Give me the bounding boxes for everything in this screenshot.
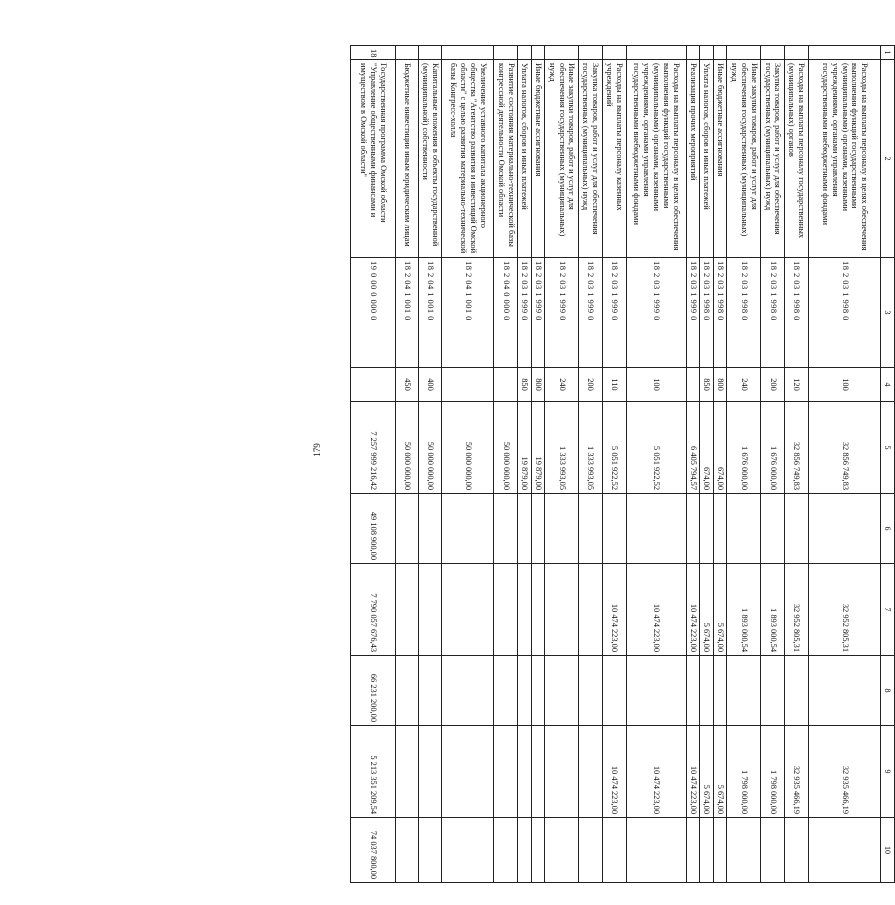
amount-cell <box>808 656 881 726</box>
classification-code-cell: 18 2 03 1 999 0 <box>545 258 579 368</box>
amount-cell <box>442 564 494 656</box>
expense-type-cell: 850 <box>518 368 531 402</box>
column-header: 4 <box>881 368 895 402</box>
expense-type-cell: 800 <box>531 368 544 402</box>
classification-code-cell: 18 2 03 1 999 0 <box>602 258 626 368</box>
table-row <box>531 46 544 883</box>
classification-code-cell: 18 2 04 1 001 0 <box>395 258 418 368</box>
expense-type-cell: 100 <box>808 368 881 402</box>
expense-name-cell: Иные бюджетные ассигнования <box>531 60 544 258</box>
amount-cell <box>395 656 418 726</box>
amount-cell: 7 790 057 676,43 <box>351 564 396 656</box>
expense-name-cell: Увеличение уставного капитала акционерного общества "Агентство развития и инвестиций Омской области" с целью развития материально-технической базы Конгресс-холла <box>442 60 494 258</box>
amount-cell <box>531 564 544 656</box>
budget-table <box>350 45 895 883</box>
expense-name-cell: Уплата налогов, сборов и иных платежей <box>518 60 531 258</box>
amount-cell <box>713 818 726 883</box>
expense-type-cell <box>351 368 396 402</box>
expense-name-cell: Иные закупки товаров, работ и услуг для обеспечения государственных (муниципальных) нужд <box>727 60 761 258</box>
amount-cell <box>395 818 418 883</box>
amount-cell <box>686 656 699 726</box>
classification-code-cell: 18 2 03 1 999 0 <box>579 258 603 368</box>
amount-cell: 1 893 000,54 <box>761 564 785 656</box>
amount-cell <box>579 656 603 726</box>
amount-cell: 66 231 200,00 <box>351 656 396 726</box>
amount-cell: 674,00 <box>713 402 726 494</box>
amount-cell <box>442 726 494 818</box>
row-number-cell: 18 <box>351 46 396 60</box>
amount-cell <box>494 564 518 656</box>
table-row <box>727 46 761 883</box>
amount-cell: 10 474 223,00 <box>686 564 699 656</box>
amount-cell: 10 474 223,00 <box>626 726 686 818</box>
table-row <box>518 46 531 883</box>
expense-type-cell: 800 <box>713 368 726 402</box>
column-header: 9 <box>881 726 895 818</box>
expense-name-cell: Развитие состояния материально-технической базы конгрессной деятельности Омской области <box>494 60 518 258</box>
amount-cell: 5 674,00 <box>713 726 726 818</box>
amount-cell: 32 935 466,19 <box>784 726 808 818</box>
amount-cell: 5 051 922,52 <box>626 402 686 494</box>
amount-cell: 5 213 351 209,54 <box>351 726 396 818</box>
expense-name-cell: Иные закупки товаров, работ и услуг для обеспечения государственных (муниципальных) нужд <box>545 60 579 258</box>
row-number-cell <box>713 46 726 60</box>
row-number-cell <box>395 46 418 60</box>
amount-cell: 49 108 900,00 <box>351 494 396 564</box>
classification-code-cell: 18 2 03 1 999 0 <box>686 258 699 368</box>
classification-code-cell: 18 2 03 1 998 0 <box>808 258 881 368</box>
expense-name-cell: Расходы на выплаты персоналу государственных (муниципальных) органов <box>784 60 808 258</box>
amount-cell <box>531 818 544 883</box>
column-header: 2 <box>881 60 895 258</box>
amount-cell: 10 474 223,00 <box>686 726 699 818</box>
page-number: 179 <box>312 443 322 457</box>
row-number-cell <box>518 46 531 60</box>
amount-cell <box>713 656 726 726</box>
amount-cell <box>442 656 494 726</box>
amount-cell: 10 474 223,00 <box>626 564 686 656</box>
table-row <box>626 46 686 883</box>
table-row <box>784 46 808 883</box>
amount-cell <box>626 656 686 726</box>
amount-cell <box>784 818 808 883</box>
classification-code-cell: 18 2 03 1 998 0 <box>700 258 713 368</box>
table-row <box>761 46 785 883</box>
amount-cell <box>418 656 442 726</box>
classification-code-cell: 18 2 03 1 998 0 <box>713 258 726 368</box>
column-header: 1 <box>881 46 895 60</box>
classification-code-cell: 19 0 00 0 000 0 <box>351 258 396 368</box>
amount-cell: 1 798 000,00 <box>761 726 785 818</box>
expense-type-cell <box>686 368 699 402</box>
amount-cell <box>700 656 713 726</box>
expense-type-cell: 120 <box>784 368 808 402</box>
amount-cell <box>784 494 808 564</box>
row-number-cell <box>531 46 544 60</box>
table-row <box>808 46 881 883</box>
amount-cell: 10 474 223,00 <box>602 726 626 818</box>
amount-cell: 1 798 000,00 <box>727 726 761 818</box>
amount-cell <box>602 818 626 883</box>
amount-cell <box>727 656 761 726</box>
amount-cell <box>700 818 713 883</box>
expense-type-cell: 450 <box>395 368 418 402</box>
column-header: 3 <box>881 258 895 368</box>
amount-cell: 7 257 999 216,42 <box>351 402 396 494</box>
amount-cell <box>395 726 418 818</box>
column-header: 8 <box>881 656 895 726</box>
table-row <box>351 46 396 883</box>
expense-type-cell: 200 <box>761 368 785 402</box>
classification-code-cell: 18 2 03 1 999 0 <box>531 258 544 368</box>
column-header: 6 <box>881 494 895 564</box>
table-row <box>700 46 713 883</box>
amount-cell: 6 405 794,57 <box>686 402 699 494</box>
amount-cell <box>602 494 626 564</box>
amount-cell <box>579 494 603 564</box>
amount-cell <box>579 726 603 818</box>
amount-cell: 32 935 466,19 <box>808 726 881 818</box>
amount-cell: 1 333 993,05 <box>579 402 603 494</box>
amount-cell <box>545 818 579 883</box>
amount-cell <box>442 818 494 883</box>
amount-cell <box>713 494 726 564</box>
row-number-cell <box>808 46 881 60</box>
amount-cell <box>579 564 603 656</box>
table-row <box>395 46 418 883</box>
expense-name-cell: Закупка товаров, работ и услуг для обеспечения государственных (муниципальных) нужд <box>579 60 603 258</box>
amount-cell <box>579 818 603 883</box>
amount-cell: 50 000 000,00 <box>494 402 518 494</box>
expense-name-cell: Реализация прочих мероприятий <box>686 60 699 258</box>
amount-cell <box>395 564 418 656</box>
classification-code-cell: 18 2 04 1 001 0 <box>418 258 442 368</box>
amount-cell <box>418 726 442 818</box>
amount-cell: 32 952 805,31 <box>784 564 808 656</box>
amount-cell <box>545 494 579 564</box>
amount-cell: 32 856 749,83 <box>808 402 881 494</box>
amount-cell: 5 674,00 <box>700 564 713 656</box>
table-row <box>602 46 626 883</box>
amount-cell <box>808 494 881 564</box>
expense-name-cell: Иные бюджетные ассигнования <box>713 60 726 258</box>
expense-name-cell: Закупка товаров, работ и услуг для обеспечения государственных (муниципальных) нужд <box>761 60 785 258</box>
amount-cell: 19 879,00 <box>518 402 531 494</box>
classification-code-cell: 18 2 03 1 999 0 <box>626 258 686 368</box>
amount-cell: 32 856 749,83 <box>784 402 808 494</box>
expense-name-cell: Уплата налогов, сборов и иных платежей <box>700 60 713 258</box>
amount-cell: 50 000 000,00 <box>418 402 442 494</box>
amount-cell <box>395 494 418 564</box>
amount-cell <box>518 564 531 656</box>
amount-cell <box>518 656 531 726</box>
row-number-cell <box>727 46 761 60</box>
amount-cell <box>494 818 518 883</box>
classification-code-cell: 18 2 03 1 998 0 <box>727 258 761 368</box>
table-row <box>686 46 699 883</box>
amount-cell: 1 676 000,00 <box>727 402 761 494</box>
classification-code-cell: 18 2 03 1 998 0 <box>761 258 785 368</box>
expense-type-cell <box>442 368 494 402</box>
amount-cell <box>418 818 442 883</box>
rotated-page <box>350 45 895 882</box>
expense-type-cell: 110 <box>602 368 626 402</box>
column-header: 7 <box>881 564 895 656</box>
expense-type-cell: 240 <box>545 368 579 402</box>
amount-cell <box>518 494 531 564</box>
expense-type-cell: 850 <box>700 368 713 402</box>
amount-cell: 1 893 000,54 <box>727 564 761 656</box>
amount-cell <box>727 818 761 883</box>
expense-name-cell: Бюджетные инвестиции иным юридическим лицам <box>395 60 418 258</box>
row-number-cell <box>700 46 713 60</box>
row-number-cell <box>761 46 785 60</box>
expense-name-cell: Государственная программа Омской области "Управление общественными финансами и имуществом в Омской области" <box>351 60 396 258</box>
classification-code-cell: 18 2 03 1 998 0 <box>784 258 808 368</box>
amount-cell: 50 000 000,00 <box>442 402 494 494</box>
amount-cell: 19 879,00 <box>531 402 544 494</box>
row-number-cell <box>626 46 686 60</box>
row-number-cell <box>784 46 808 60</box>
row-number-cell <box>418 46 442 60</box>
table-row <box>545 46 579 883</box>
table-row <box>442 46 494 883</box>
column-header: 5 <box>881 402 895 494</box>
expense-name-cell: Расходы на выплаты персоналу казенных учреждений <box>602 60 626 258</box>
amount-cell <box>545 726 579 818</box>
amount-cell: 5 674,00 <box>700 726 713 818</box>
amount-cell: 674,00 <box>700 402 713 494</box>
amount-cell: 32 952 805,31 <box>808 564 881 656</box>
amount-cell <box>518 818 531 883</box>
amount-cell: 1 676 000,00 <box>761 402 785 494</box>
expense-type-cell <box>494 368 518 402</box>
classification-code-cell: 18 2 04 1 001 0 <box>442 258 494 368</box>
amount-cell <box>626 494 686 564</box>
amount-cell <box>727 494 761 564</box>
amount-cell <box>545 564 579 656</box>
expense-name-cell: Расходы на выплаты персоналу в целях обеспечения выполнения функций государственными (муниципальными) органами, казенными учреждениями, органами управления государственными внебюджетными фондами <box>626 60 686 258</box>
row-number-cell <box>442 46 494 60</box>
amount-cell <box>700 494 713 564</box>
expense-name-cell: Расходы на выплаты персоналу в целях обеспечения выполнения функций государственными (муниципальными) органами, казенными учреждениями, органами управления государственными внебюджетными фондами <box>808 60 881 258</box>
amount-cell <box>545 656 579 726</box>
expense-type-cell: 400 <box>418 368 442 402</box>
amount-cell <box>761 494 785 564</box>
classification-code-cell: 18 2 04 0 000 0 <box>494 258 518 368</box>
amount-cell <box>531 726 544 818</box>
amount-cell <box>418 494 442 564</box>
amount-cell <box>531 656 544 726</box>
column-number-row <box>881 46 895 883</box>
row-number-cell <box>602 46 626 60</box>
row-number-cell <box>494 46 518 60</box>
row-number-cell <box>686 46 699 60</box>
amount-cell <box>531 494 544 564</box>
amount-cell <box>761 818 785 883</box>
classification-code-cell: 18 2 03 1 999 0 <box>518 258 531 368</box>
amount-cell <box>808 818 881 883</box>
amount-cell: 10 474 223,00 <box>602 564 626 656</box>
amount-cell: 74 037 800,00 <box>351 818 396 883</box>
amount-cell <box>761 656 785 726</box>
amount-cell <box>602 656 626 726</box>
table-row <box>418 46 442 883</box>
amount-cell: 5 051 922,52 <box>602 402 626 494</box>
amount-cell <box>518 726 531 818</box>
amount-cell <box>626 818 686 883</box>
amount-cell <box>494 494 518 564</box>
expense-name-cell: Капитальные вложения в объекты государственной (муниципальной) собственности <box>418 60 442 258</box>
amount-cell <box>418 564 442 656</box>
budget-table-container <box>58 45 893 882</box>
amount-cell: 5 674,00 <box>713 564 726 656</box>
amount-cell <box>686 818 699 883</box>
expense-type-cell: 240 <box>727 368 761 402</box>
expense-type-cell: 200 <box>579 368 603 402</box>
amount-cell <box>686 494 699 564</box>
amount-cell <box>494 656 518 726</box>
table-row <box>713 46 726 883</box>
amount-cell: 50 000 000,00 <box>395 402 418 494</box>
amount-cell <box>494 726 518 818</box>
table-row <box>494 46 518 883</box>
amount-cell <box>442 494 494 564</box>
row-number-cell <box>579 46 603 60</box>
column-header: 10 <box>881 818 895 883</box>
expense-type-cell: 100 <box>626 368 686 402</box>
amount-cell <box>784 656 808 726</box>
row-number-cell <box>545 46 579 60</box>
table-row <box>579 46 603 883</box>
amount-cell: 1 333 993,05 <box>545 402 579 494</box>
